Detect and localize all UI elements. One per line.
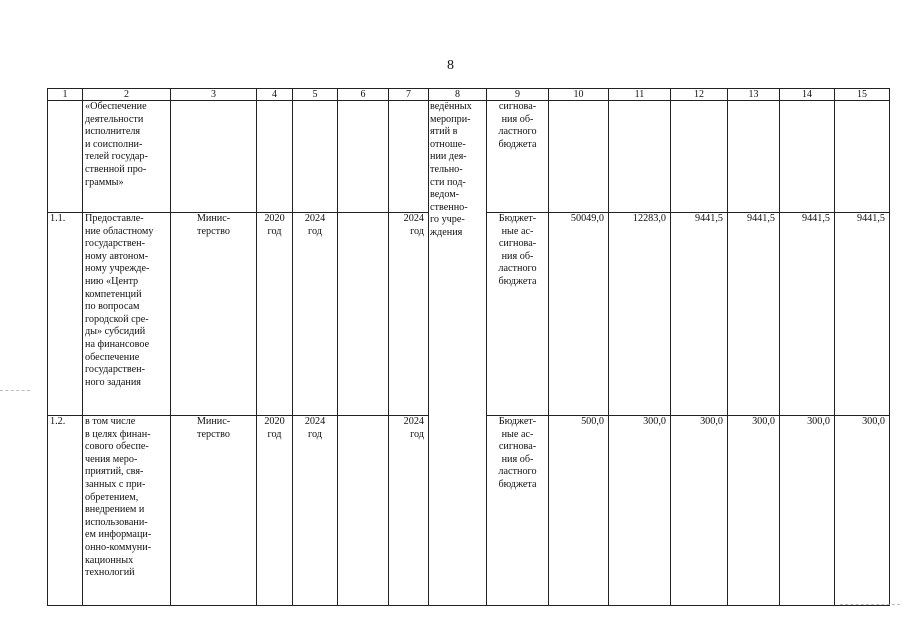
row-value-13: 9441,5 (728, 213, 780, 416)
row-executor: Минис- терство (171, 416, 257, 606)
row-name: в том числе в целях финан- сового обеспе- чения меро- приятий, свя- занных с при- обретением, внедрением и использовани- ем информаци- онно-коммуни- кационных технологий (83, 416, 171, 606)
table-cell (609, 101, 671, 213)
col-header: 9 (487, 89, 549, 101)
table-cell (389, 101, 429, 213)
row-value-15: 9441,5 (835, 213, 890, 416)
table-cell (780, 101, 835, 213)
row-col7: 2024 год (389, 213, 429, 416)
row-value-10: 50049,0 (549, 213, 609, 416)
col-header: 8 (429, 89, 487, 101)
table-cell (83, 101, 171, 213)
table-cell (293, 101, 338, 213)
row-col6 (338, 213, 389, 416)
row-start: 2020 год (257, 213, 293, 416)
col-header: 12 (671, 89, 728, 101)
row-number: 1.2. (48, 416, 83, 606)
table-cell (48, 101, 83, 213)
row-value-12: 300,0 (671, 416, 728, 606)
row-value-11: 300,0 (609, 416, 671, 606)
row-value-13: 300,0 (728, 416, 780, 606)
page-number: 8 (447, 58, 454, 73)
row-value-14: 9441,5 (780, 213, 835, 416)
budget-table (47, 88, 890, 606)
col8-merged-cell (429, 101, 487, 606)
table-cell (338, 101, 389, 213)
continuation-name: «Обеспечение деятельности исполнителя и соисполни- телей государ- ственной про- граммы» (85, 101, 148, 188)
row-end: 2024 год (293, 213, 338, 416)
header-row (48, 89, 890, 101)
row-value-12: 9441,5 (671, 213, 728, 416)
row-executor: Минис- терство (171, 213, 257, 416)
col-header: 2 (83, 89, 171, 101)
row-value-11: 12283,0 (609, 213, 671, 416)
table-cell (549, 101, 609, 213)
continuation-source: сигнова- ния об- ластного бюджета (498, 101, 537, 150)
table-cell (728, 101, 780, 213)
col-header: 3 (171, 89, 257, 101)
row-start: 2020 год (257, 416, 293, 606)
row-value-15: 300,0 (835, 416, 890, 606)
scan-artifact-line (840, 604, 900, 605)
col-header: 6 (338, 89, 389, 101)
col-header: 1 (48, 89, 83, 101)
table-cell (671, 101, 728, 213)
continuation-row (48, 101, 890, 213)
col-header: 10 (549, 89, 609, 101)
col-header: 13 (728, 89, 780, 101)
table-cell (257, 101, 293, 213)
col-header: 15 (835, 89, 890, 101)
col-header: 14 (780, 89, 835, 101)
col-header: 4 (257, 89, 293, 101)
scan-artifact-line (0, 390, 30, 391)
row-source: Бюджет- ные ас- сигнова- ния об- ластного бюджета (487, 416, 549, 606)
row-col6 (338, 416, 389, 606)
row-value-10: 500,0 (549, 416, 609, 606)
col-header: 7 (389, 89, 429, 101)
row-name: Предоставле- ние областному государствен- ному автоном- ному учрежде- нию «Центр компетенций по вопросам городской сре- ды» субсидий на финансовое обеспечение государствен- ного задания (83, 213, 171, 416)
table-cell (171, 101, 257, 213)
col-header: 5 (293, 89, 338, 101)
col-header: 11 (609, 89, 671, 101)
table-cell (835, 101, 890, 213)
row-value-14: 300,0 (780, 416, 835, 606)
row-end: 2024 год (293, 416, 338, 606)
row-source: Бюджет- ные ас- сигнова- ния об- ластного бюджета (487, 213, 549, 416)
row-number: 1.1. (48, 213, 83, 416)
table-cell (487, 101, 549, 213)
row-col7: 2024 год (389, 416, 429, 606)
col8-text: ведённых меропри- ятий в отноше- нии дея- тельно- сти под- ведом- ственно- го учре- ждения (430, 101, 472, 238)
